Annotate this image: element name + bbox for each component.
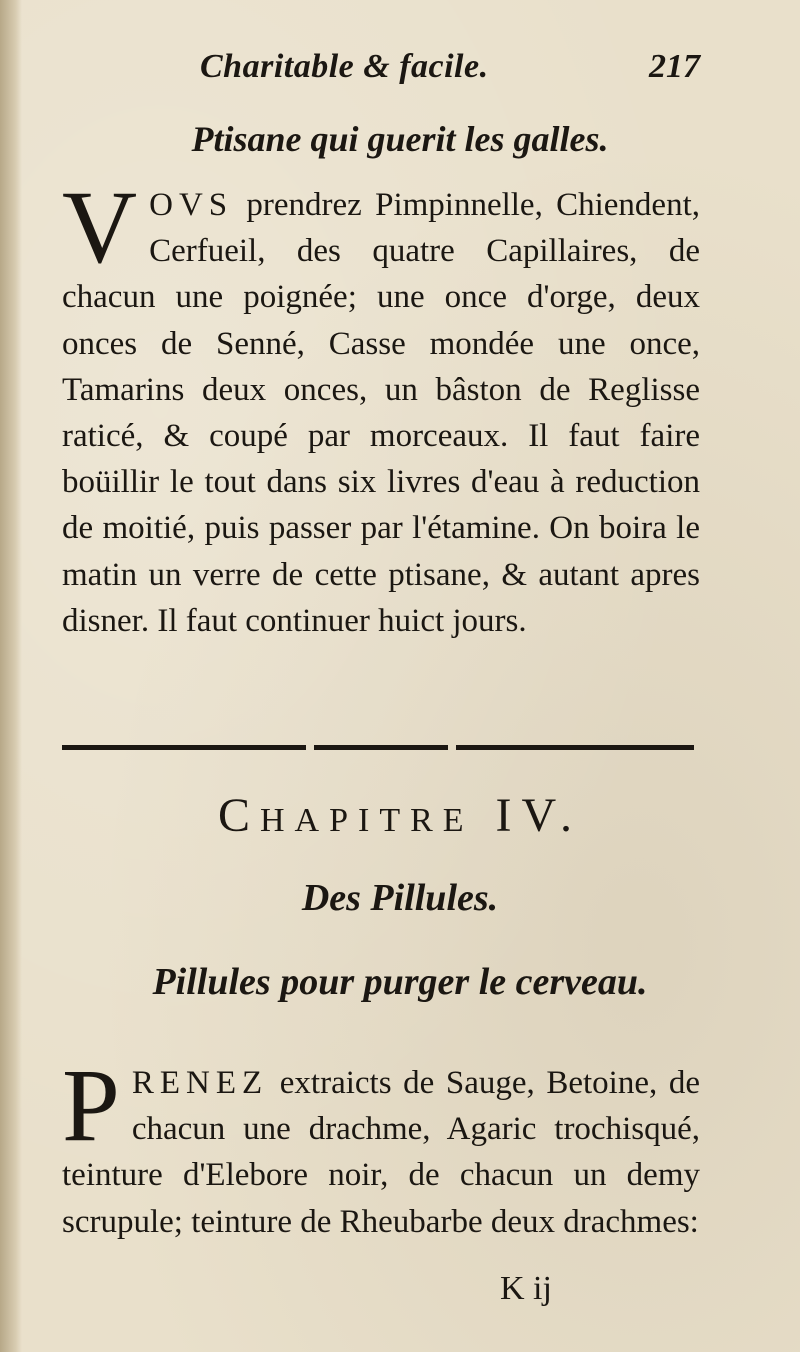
signature-mark: K ij [500, 1270, 552, 1307]
chapter-subtitle: Des Pillules. [301, 877, 499, 919]
lead-smallcaps: RENEZ [131, 1065, 269, 1101]
page-gutter [0, 0, 22, 1352]
paragraph-ptisane [62, 170, 700, 644]
section-title-pillules: Pillules pour purger le cerveau. [152, 961, 648, 1003]
ornamental-rule [62, 742, 694, 754]
paragraph-pillules [62, 1048, 700, 1245]
drop-cap-v: V [62, 170, 138, 285]
rule-segment [62, 745, 306, 750]
rule-segment [456, 745, 694, 750]
section-title-ptisane: Ptisane qui guerit les galles. [191, 119, 609, 159]
paragraph-text: extraicts de Sauge, Betoine, de chacun une drachme, Agaric trochisqué, teinture d'Elebore noir, de chacun un demy scrupule; teinture de Rheubarbe deux drachmes: [62, 1065, 700, 1240]
drop-cap-p: P [62, 1048, 120, 1163]
running-title: Charitable & facile. [200, 48, 489, 85]
lead-smallcaps: OVS [149, 187, 234, 223]
chapter-heading: Chapitre IV. [217, 789, 583, 842]
running-head [60, 48, 710, 98]
paragraph-text: prendrez Pimpinnelle, Chiendent, Cerfueil, des quatre Capillaires, de chacun une poignée; une once d'orge, deux onces de Senné, Casse mondée une once, Tamarins deux onces, un bâston de Reglisse raticé, & coupé par morceaux. Il faut faire boüillir le tout dans six livres d'eau à reduction de moitié, puis passer par l'étamine. On boira le matin un verre de cette ptisane, & autant apres disner. Il faut continuer huict jours. [62, 187, 700, 639]
rule-segment [314, 745, 448, 750]
page-number: 217 [649, 48, 700, 85]
